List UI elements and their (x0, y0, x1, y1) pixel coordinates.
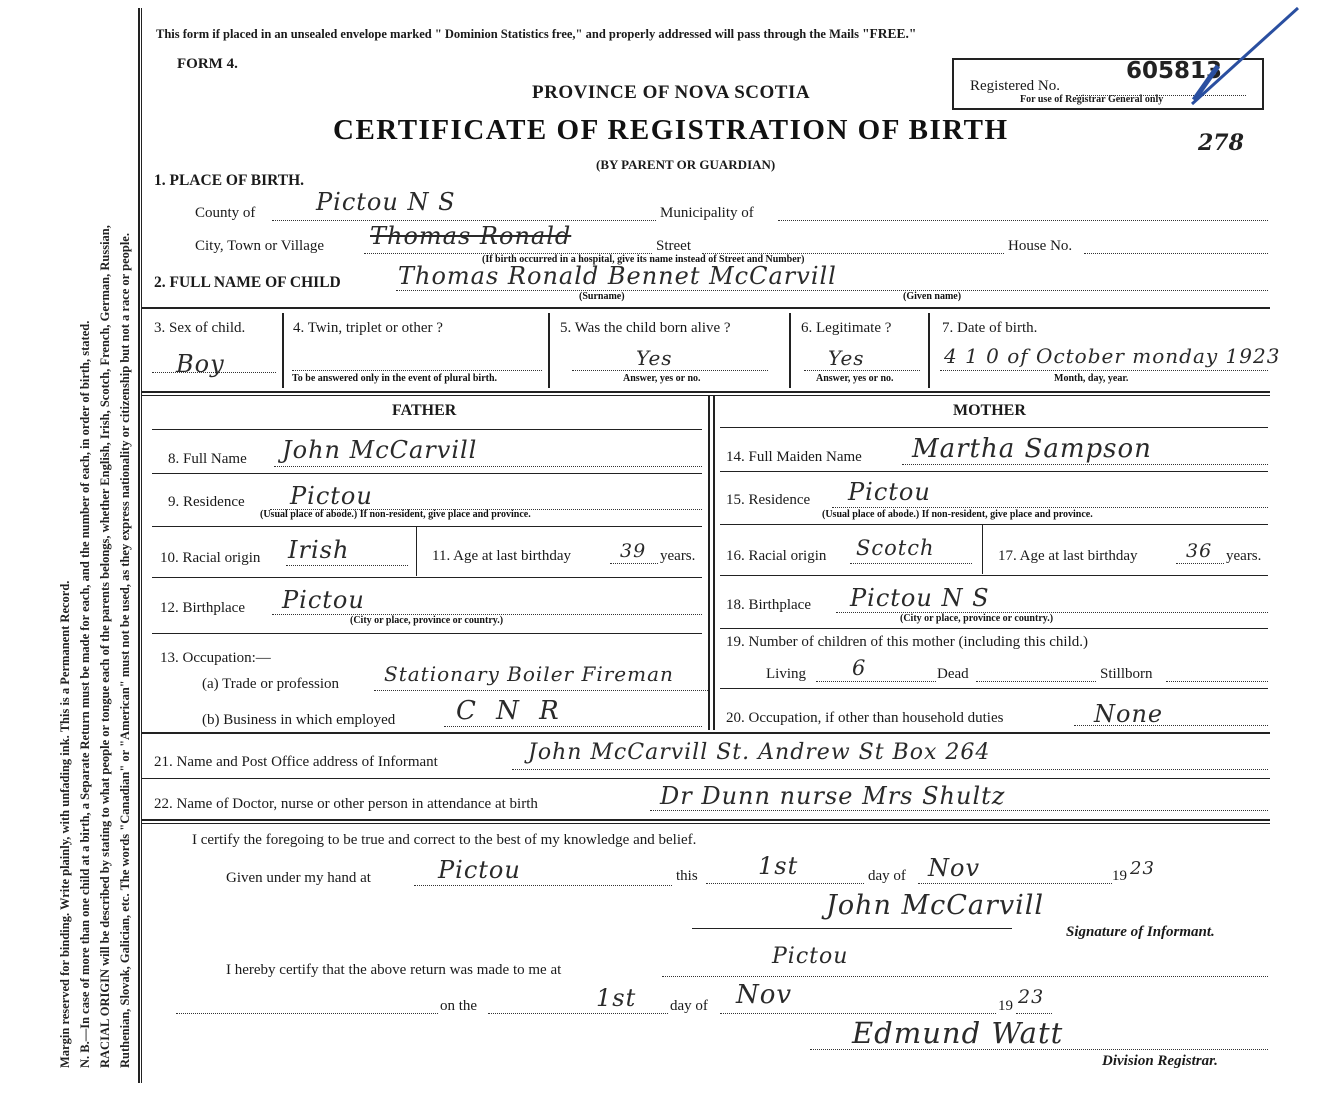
mother-name-value[interactable]: Martha Sampson (912, 434, 1152, 464)
living-label: Living (766, 666, 806, 682)
hospital-note: (If birth occurred in a hospital, give its name instead of Street and Number) (482, 254, 805, 265)
stamp-number: 278 (1198, 130, 1244, 156)
margin-note-binding: Margin reserved for binding. Write plainly, with unfading ink. This is a Permanent Record. (58, 580, 72, 1068)
city-value-struck[interactable]: Thomas Ronald (370, 222, 572, 250)
municipality-field[interactable] (778, 220, 1268, 221)
year-prefix: 19 (1112, 868, 1127, 884)
father-residence-label: 9. Residence (168, 494, 245, 510)
house-label: House No. (1008, 238, 1073, 254)
year-value[interactable]: 23 (1130, 858, 1155, 879)
mother-age-value[interactable]: 36 (1186, 540, 1213, 562)
dob-label: 7. Date of birth. (942, 320, 1038, 336)
sex-value[interactable]: Boy (176, 350, 225, 378)
registrar-certify-text: I hereby certify that the above return was made to me at (226, 962, 562, 978)
father-birthplace-note: (City or place, province or country.) (350, 615, 504, 626)
legitimate-note: Answer, yes or no. (816, 373, 894, 384)
informant-value[interactable]: John McCarvill St. Andrew St Box 264 (528, 740, 991, 765)
province-heading: PROVINCE OF NOVA SCOTIA (532, 82, 811, 103)
father-trade-value[interactable]: Stationary Boiler Fireman (384, 662, 674, 686)
certify-text: I certify the foregoing to be true and correct to the best of my knowledge and belief. (192, 832, 697, 848)
father-age-label: 11. Age at last birthday (432, 548, 571, 564)
mother-birthplace-value[interactable]: Pictou N S (850, 584, 990, 612)
mother-name-label: 14. Full Maiden Name (726, 449, 862, 465)
registrar-signature[interactable]: Edmund Watt (852, 1016, 1064, 1050)
alive-label: 5. Was the child born alive ? (560, 320, 731, 336)
registered-number: 605813 (1126, 58, 1223, 84)
attendant-label: 22. Name of Doctor, nurse or other person in attendance at birth (154, 796, 538, 812)
twin-label: 4. Twin, triplet or other ? (293, 320, 443, 336)
informant-label: 21. Name and Post Office address of Informant (154, 754, 438, 770)
mother-residence-note: (Usual place of abode.) If non-resident, give place and province. (822, 509, 1093, 520)
legitimate-label: 6. Legitimate ? (801, 320, 892, 336)
reg-month-value[interactable]: Nov (736, 980, 793, 1010)
reg-year-value[interactable]: 23 (1018, 986, 1045, 1008)
mother-racial-value[interactable]: Scotch (856, 536, 935, 560)
municipality-label: Municipality of (660, 205, 754, 221)
registered-label: Registered No. (970, 78, 1060, 94)
sex-label: 3. Sex of child. (154, 320, 246, 336)
page-title: CERTIFICATE OF REGISTRATION OF BIRTH (333, 114, 1009, 146)
father-heading: FATHER (392, 402, 457, 419)
division-registrar-label: Division Registrar. (1102, 1053, 1218, 1069)
alive-value[interactable]: Yes (636, 346, 673, 370)
dead-field[interactable] (976, 681, 1096, 682)
street-label: Street (656, 238, 691, 254)
registrar-place-value[interactable]: Pictou (772, 944, 849, 969)
county-label: County of (195, 205, 256, 221)
twin-note: To be answered only in the event of plural birth. (292, 373, 498, 384)
margin-rule-inner (141, 8, 142, 1083)
reg-year-prefix: 19 (998, 998, 1013, 1014)
margin-note-nb: N. B.—In case of more than one child at a birth, a Separate Return must be made for each, and the number of each, in order of birth, stated. (78, 320, 92, 1068)
legitimate-value[interactable]: Yes (828, 346, 865, 370)
father-name-value[interactable]: John McCarvill (282, 436, 478, 464)
children-count-label: 19. Number of children of this mother (including this child.) (726, 634, 1089, 650)
dead-label: Dead (937, 666, 969, 682)
on-the-label: on the (440, 998, 478, 1014)
mother-racial-label: 16. Racial origin (726, 548, 827, 564)
mother-occupation-value[interactable]: None (1094, 700, 1164, 728)
mother-age-label: 17. Age at last birthday (998, 548, 1138, 564)
father-birthplace-label: 12. Birthplace (160, 600, 245, 616)
mother-residence-label: 15. Residence (726, 492, 811, 508)
father-residence-note: (Usual place of abode.) If non-resident, give place and province. (260, 509, 531, 520)
county-value[interactable]: Pictou N S (316, 188, 456, 216)
surname-note: (Surname) (579, 291, 625, 302)
house-field[interactable] (1084, 253, 1268, 254)
dob-note: Month, day, year. (1054, 373, 1129, 384)
form-number: FORM 4. (177, 56, 238, 72)
margin-note-racial-cont: Ruthenian, Slovak, Galician, etc. The words "Canadian" or "American" must not be used, as they express nationality or citizenship but not a race or people. (118, 233, 132, 1068)
margin-rule (138, 8, 140, 1083)
city-label: City, Town or Village (195, 238, 325, 254)
father-racial-value[interactable]: Irish (288, 536, 350, 564)
reg-day-value[interactable]: 1st (596, 984, 637, 1012)
twin-field[interactable] (292, 370, 542, 371)
reg-day-of-label: day of (670, 998, 708, 1014)
month-value[interactable]: Nov (928, 854, 981, 882)
father-name-label: 8. Full Name (168, 451, 247, 467)
father-business-value[interactable]: C N R (456, 696, 565, 726)
place-of-birth-heading: 1. PLACE OF BIRTH. (154, 172, 305, 189)
mother-heading: MOTHER (953, 402, 1026, 419)
mother-birthplace-note: (City or place, province or country.) (900, 613, 1054, 624)
stillborn-field[interactable] (1166, 681, 1268, 682)
mother-residence-value[interactable]: Pictou (848, 478, 931, 506)
mother-years-label: years. (1226, 548, 1262, 564)
father-business-label: (b) Business in which employed (202, 712, 396, 728)
father-residence-value[interactable]: Pictou (290, 482, 373, 510)
living-value[interactable]: 6 (852, 656, 867, 680)
given-name-note: (Given name) (903, 291, 962, 302)
mother-occupation-label: 20. Occupation, if other than household duties (726, 710, 1004, 726)
this-label: this (676, 868, 698, 884)
checkmark-icon (1188, 6, 1300, 106)
given-under-label: Given under my hand at (226, 870, 371, 886)
child-name-value[interactable]: Thomas Ronald Bennet McCarvill (398, 262, 837, 290)
day-value[interactable]: 1st (758, 852, 799, 880)
dob-value[interactable]: 4 1 0 of October monday 1923 (944, 344, 1281, 368)
alive-note: Answer, yes or no. (623, 373, 701, 384)
child-name-label: 2. FULL NAME OF CHILD (154, 274, 341, 291)
informant-signature[interactable]: John McCarvill (826, 890, 1045, 921)
registrar-only-note: For use of Registrar General only (1020, 94, 1164, 105)
free-postage-notice: This form if placed in an unsealed envelope marked " Dominion Statistics free," and properly addressed will pass through the Mails "FREE." (156, 26, 917, 41)
father-trade-label: (a) Trade or profession (202, 676, 340, 692)
father-age-value[interactable]: 39 (620, 540, 647, 562)
father-occupation-label: 13. Occupation:— (160, 650, 271, 666)
given-place-value[interactable]: Pictou (438, 856, 521, 884)
page-subtitle: (BY PARENT OR GUARDIAN) (596, 157, 776, 172)
margin-note-racial: RACIAL ORIGIN will be described by stating to what people or tongue each of the parents belongs, whether English, Irish, Scotch, French, German, Russian, (98, 225, 112, 1068)
signature-of-informant-label: Signature of Informant. (1066, 924, 1215, 940)
attendant-value[interactable]: Dr Dunn nurse Mrs Shultz (660, 782, 1006, 810)
mother-birthplace-label: 18. Birthplace (726, 597, 811, 613)
father-birthplace-value[interactable]: Pictou (282, 586, 365, 614)
father-racial-label: 10. Racial origin (160, 550, 261, 566)
father-years-label: years. (660, 548, 696, 564)
stillborn-label: Stillborn (1100, 666, 1153, 682)
day-of-label: day of (868, 868, 906, 884)
